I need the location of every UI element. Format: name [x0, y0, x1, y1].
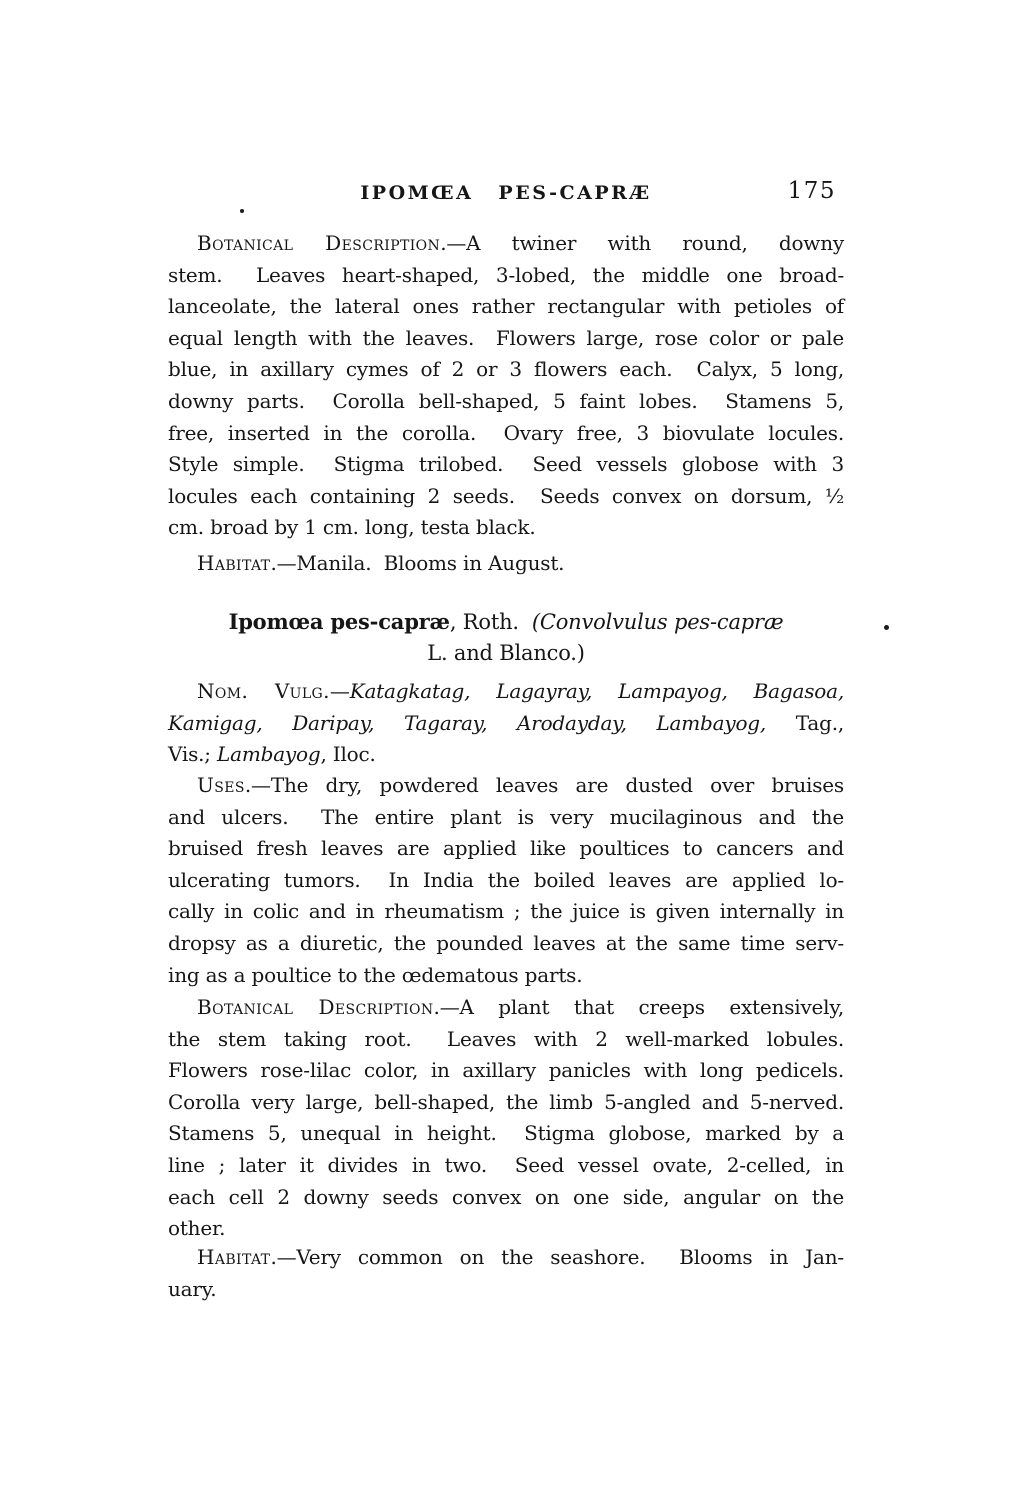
text-line: [168, 638, 844, 670]
text-line: [168, 1213, 844, 1245]
text-line: [168, 928, 844, 960]
text-segment: .—The dry, powdered leaves are dusted over bruises: [244, 773, 844, 797]
text-segment: lanceolate, the lateral ones rather rectangular with petioles of: [168, 294, 844, 319]
text-segment: Corolla very large, bell-shaped, the limb 5-angled and 5-nerved.: [168, 1089, 844, 1114]
text-line: [168, 606, 844, 638]
text-segment: blue, in axillary cymes of 2 or 3 flowers each. Calyx, 5 long,: [168, 357, 844, 382]
text-segment: the stem taking root. Leaves with 2 well-marked lobules.: [168, 1026, 844, 1051]
text-line: [168, 291, 844, 323]
paragraph-botanical-description-2: [168, 992, 844, 1245]
text-line: [168, 1118, 844, 1150]
running-head: [168, 178, 844, 210]
text-segment: equal length with the leaves. Flowers large, rose color or pale: [168, 325, 844, 350]
running-head-title: IPOMŒA PES-CAPRÆ: [360, 182, 652, 204]
text-segment: L. and Blanco.): [427, 640, 585, 665]
text-line: [168, 548, 844, 580]
text-line: [168, 260, 844, 292]
text-segment: Style simple. Stigma trilobed. Seed vessels globose with 3: [168, 452, 844, 477]
text-line: [168, 1274, 844, 1306]
text-line: [168, 865, 844, 897]
text-segment: ulcerating tumors. In India the boiled leaves are applied lo-: [168, 867, 844, 892]
text-line: [168, 833, 844, 865]
text-line: [168, 449, 844, 481]
text-segment: .—Manila. Blooms in August.: [270, 551, 565, 575]
text-line: [168, 512, 844, 544]
text-line: [168, 1055, 844, 1087]
text-segment: ing as a poultice to the œdematous parts.: [168, 962, 583, 987]
text-line: [168, 1150, 844, 1182]
section-label: Habitat: [197, 1245, 271, 1269]
species-heading: [168, 606, 844, 669]
text-line: [168, 960, 844, 992]
paragraph-nom-vulg: [168, 676, 844, 771]
paragraph-habitat-2: [168, 1242, 844, 1305]
section-label: Botanical Description: [197, 995, 434, 1019]
text-segment: and ulcers. The entire plant is very mucilaginous and the: [168, 804, 844, 829]
text-segment: .—A twiner with round, downy: [440, 231, 844, 255]
text-line: [168, 1182, 844, 1214]
text-segment: locules each containing 2 seeds. Seeds convex on dorsum, ½: [168, 483, 844, 508]
vernacular-names: Katagkatag, Lagayray, Lampayog, Bagasoa,: [349, 679, 844, 703]
text-segment: bruised fresh leaves are applied like poultices to cancers and: [168, 836, 844, 861]
text-line: [168, 228, 844, 260]
text-segment: —: [329, 679, 350, 703]
text-segment: Tag.,: [766, 710, 845, 735]
text-line: [168, 354, 844, 386]
text-segment: downy parts. Corolla bell-shaped, 5 faint lobes. Stamens 5,: [168, 388, 844, 413]
text-line: [168, 481, 844, 513]
synonym-name: (Convolvulus pes-capræ: [531, 610, 784, 634]
text-segment: Stamens 5, unequal in height. Stigma globose, marked by a: [168, 1121, 844, 1146]
text-line: [168, 386, 844, 418]
text-segment: uary.: [168, 1276, 217, 1301]
paragraph-uses: [168, 770, 844, 991]
text-segment: , Iloc.: [320, 742, 376, 767]
text-line: [168, 418, 844, 450]
page-number: 175: [787, 178, 836, 204]
text-segment: other.: [168, 1216, 226, 1241]
text-segment: Vis.;: [168, 742, 218, 767]
vernacular-names: Kamigag, Daripay, Tagaray, Arodayday, Lambayog,: [168, 710, 767, 735]
text-segment: Flowers rose-lilac color, in axillary panicles with long pedicels.: [168, 1058, 844, 1083]
text-segment: free, inserted in the corolla. Ovary free, 3 biovulate locules.: [168, 420, 844, 445]
species-name: Ipomœa pes-capræ: [228, 609, 450, 634]
text-line: [168, 992, 844, 1024]
text-line: [168, 323, 844, 355]
text-line: [168, 802, 844, 834]
text-line: [168, 676, 844, 708]
text-segment: .—A plant that creeps extensively,: [433, 995, 844, 1019]
text-segment: dropsy as a diuretic, the pounded leaves at the same time serv-: [168, 930, 844, 955]
text-segment: .—Very common on the seashore. Blooms in Jan-: [270, 1245, 844, 1269]
section-label: Uses: [197, 773, 245, 797]
scan-speck: [884, 625, 889, 630]
text-line: [168, 770, 844, 802]
text-line: [168, 1024, 844, 1056]
text-line: [168, 1242, 844, 1274]
vernacular-names: Lambayog: [217, 742, 321, 767]
text-line: [168, 739, 844, 771]
paragraph-habitat-1: [168, 548, 844, 580]
text-segment: stem. Leaves heart-shaped, 3-lobed, the middle one broad-: [168, 262, 844, 287]
text-line: [168, 896, 844, 928]
text-segment: line ; later it divides in two. Seed vessel ovate, 2-celled, in: [168, 1152, 844, 1177]
section-label: Nom. Vulg.: [197, 679, 330, 703]
text-segment: , Roth.: [449, 610, 532, 634]
text-segment: each cell 2 downy seeds convex on one side, angular on the: [168, 1184, 844, 1209]
text-line: [168, 1087, 844, 1119]
paragraph-botanical-description-1: [168, 228, 844, 544]
scan-speck: [240, 209, 244, 213]
section-label: Habitat: [197, 551, 271, 575]
text-line: [168, 708, 844, 740]
section-label: Botanical Description: [197, 231, 441, 255]
text-segment: cally in colic and in rheumatism ; the juice is given internally in: [168, 899, 844, 924]
text-segment: cm. broad by 1 cm. long, testa black.: [168, 515, 536, 540]
